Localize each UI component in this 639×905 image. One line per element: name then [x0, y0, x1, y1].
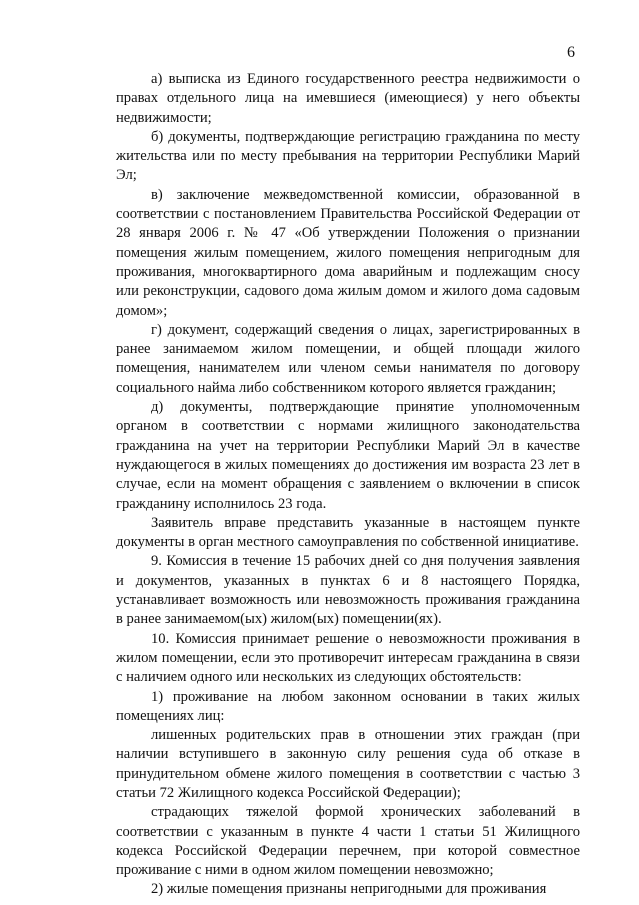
paragraph-b: б) документы, подтверждающие регистрацию гражданина по месту жительства или по месту пребывания на территории Республики Марий Эл; — [116, 128, 580, 184]
paragraph-sub-2: 2) жилые помещения признаны непригодными для проживания — [151, 881, 547, 898]
paragraph-g: г) документ, содержащий сведения о лицах, зарегистрированных в ранее занимаемом жилом помещении, и общей площади жилого помещения, нанимателем или членом семьи нанимателя по договору социального найма либо собственником которого является гражданин; — [116, 321, 580, 396]
paragraph-v: в) заключение межведомственной комиссии, образованной в соответствии с постановлением Правительства Российской Федерации от 28 января 2006 г. № 47 «Об утверждении Положения о признании помещения жилым помещением, жилого помещения непригодным для проживания, многоквартирного дома аварийным и подлежащим сносу или реконструкции, садового дома жилым домом и жилого дома садовым домом»; — [116, 186, 580, 319]
paragraph-item-10: 10. Комиссия принимает решение о невозможности проживания в жилом помещении, если это противоречит интересам гражданина в связи с наличием одного или нескольких из следующих обстоятельств: — [116, 630, 580, 686]
document-body — [116, 70, 580, 900]
paragraph-item-9: 9. Комиссия в течение 15 рабочих дней со дня получения заявления и документов, указанных в пунктах 6 и 8 настоящего Порядка, устанавливает возможность или невозможность проживания гражданина в ранее занимаемом(ых) жилом(ых) помещении(ях). — [116, 553, 580, 628]
paragraph-chronic-illness: страдающих тяжелой формой хронических заболеваний в соответствии с указанным в пункте 4 части 1 статьи 51 Жилищного кодекса Российской Федерации перечнем, при которой совместное проживание с ними в одном жилом помещении невозможно; — [116, 804, 580, 879]
paragraph-sub-1: 1) проживание на любом законном основании в таких жилых помещениях лиц: — [116, 688, 580, 724]
paragraph-deprived-parents: лишенных родительских прав в отношении этих граждан (при наличии вступившего в законную силу решения суда об отказе в принудительном обмене жилого помещения в соответствии с частью 3 статьи 72 Жилищного кодекса Российской Федерации); — [116, 727, 580, 801]
paragraph-applicant-right: Заявитель вправе представить указанные в настоящем пункте документы в орган местного самоуправления по собственной инициативе. — [116, 514, 580, 551]
page-number: 6 — [567, 44, 575, 61]
paragraph-d: д) документы, подтверждающие принятие уполномоченным органом в соответствии с нормами жилищного законодательства гражданина на учет на территории Республики Марий Эл в качестве нуждающегося в жилых помещениях до достижения им возраста 23 лет в случае, если на момент обращения с заявлением о включении в список гражданину исполнилось 23 года. — [116, 399, 580, 512]
paragraph-a: а) выписка из Единого государственного реестра недвижимости о правах отдельного лица на имевшиеся (имеющиеся) у него объекты недвижимости; — [116, 71, 580, 126]
